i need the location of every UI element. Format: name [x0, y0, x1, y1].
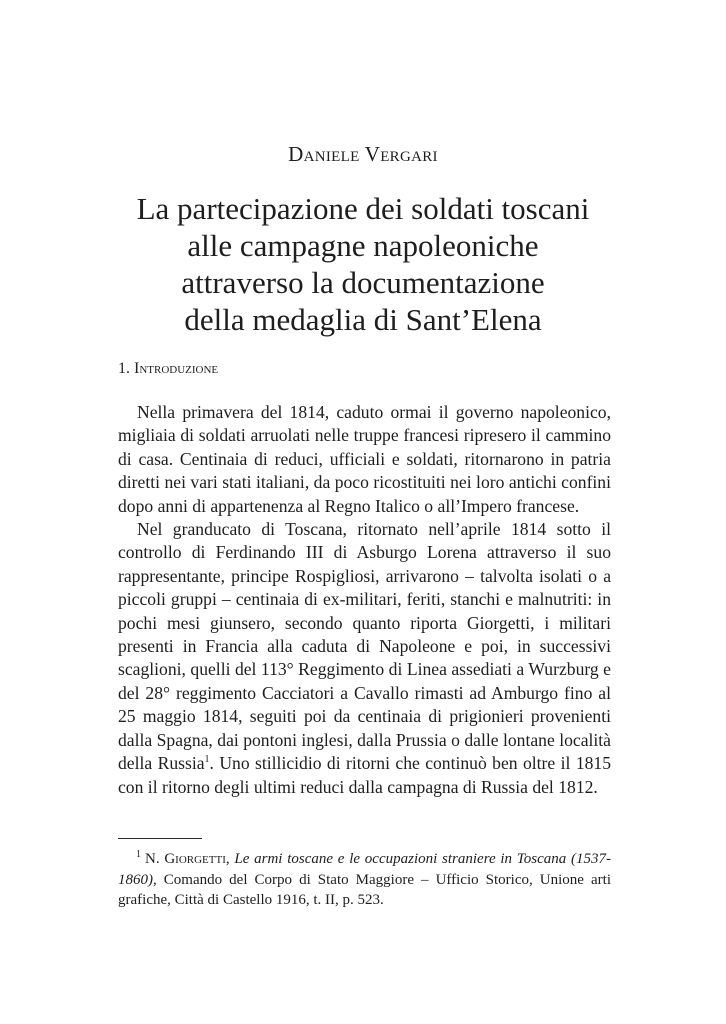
title-line: della medaglia di Sant’Elena: [184, 302, 542, 337]
paragraph-text: . Uno stillicidio di ritorni che continuò ben oltre il 1815 con il ritorno degli ultimi reduci dalla campagna di Russia del 1812.: [118, 753, 612, 797]
title-line: alle campagne napoleoniche: [187, 228, 539, 263]
paragraph: [118, 401, 611, 518]
section-number: 1.: [118, 360, 130, 377]
author-name: Daniele Vergari: [288, 142, 438, 166]
footnote-work-title: Le armi toscane e le occupazioni straniere in Toscana (1537-1860): [118, 851, 612, 888]
footnote-separator: ,: [225, 851, 235, 867]
body-text: [118, 401, 611, 799]
article-title: [60, 190, 666, 338]
title-line: La partecipazione dei soldati toscani: [136, 191, 590, 226]
footnote: [118, 849, 611, 911]
footnote-mark: 1: [136, 849, 141, 860]
paragraph-text: Nella primavera del 1814, caduto ormai il governo napoleonico, migliaia di soldati arruolati nelle truppe francesi ripresero il cammino di casa. Centinaia di reduci, ufficiali e soldati, ritornarono in patria diretti nei vari stati italiani, da poco ricostituiti nei loro antichi confini dopo anni di appartenenza al Regno Italico o all’Impero francese.: [118, 402, 611, 516]
title-line: attraverso la documentazione: [181, 265, 545, 300]
paragraph: [118, 518, 611, 799]
footnote-author: N. Giorgetti: [145, 851, 226, 867]
footnote-reference[interactable]: 1: [204, 754, 210, 766]
section-heading: [118, 360, 218, 378]
footnote-text: , Comando del Corpo di Stato Maggiore – Ufficio Storico, Unione arti grafiche, Città di Castello 1916, t. II, p. 523.: [118, 871, 611, 908]
paragraph-text: Nel granducato di Toscana, ritornato nell’aprile 1814 sotto il controllo di Ferdinando III di Asburgo Lorena attraverso il suo rappresentante, principe Rospigliosi, arrivarono – talvolta isolati o a piccoli gruppi – centinaia di ex-militari, feriti, stanchi e malnutriti: in pochi mesi giunsero, secondo quanto riporta Giorgetti, i militari presenti in Francia alla caduta di Napoleone e poi, in successivi scaglioni, quelli del 113° Reggimento di Linea assediati a Wurzburg e del 28° reggimento Cacciatori a Cavallo rimasti ad Amburgo fino al 25 maggio 1814, seguiti poi da centinaia di prigionieri provenienti dalla Spagna, dai pontoni inglesi, dalla Prussia o dalle lontane località della Russia: [118, 519, 611, 774]
footnote-divider: [118, 838, 202, 839]
section-title: Introduzione: [134, 360, 219, 377]
